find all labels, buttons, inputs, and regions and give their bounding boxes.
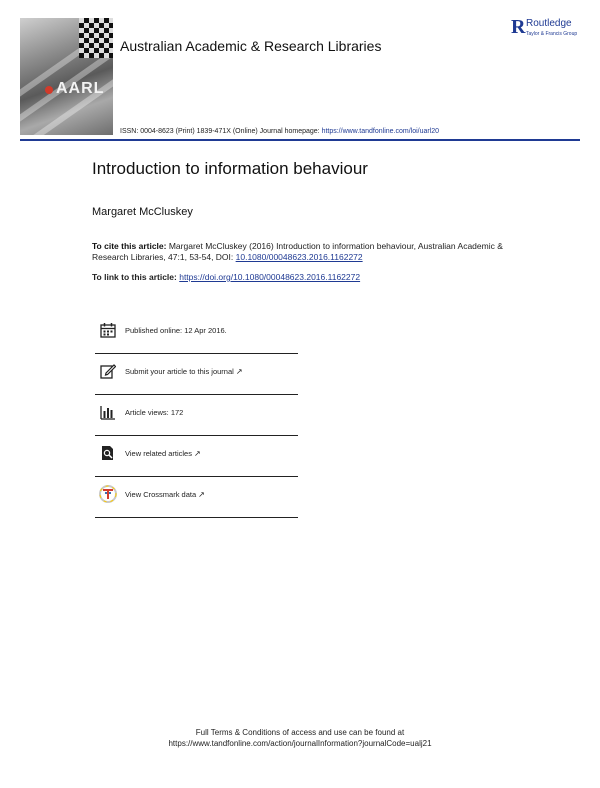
crossmark-link[interactable]: View Crossmark data ↗: [125, 490, 205, 499]
link-label: To link to this article:: [92, 272, 180, 282]
cover-logo: AARL: [56, 80, 105, 97]
external-link-icon: ↗: [193, 449, 201, 458]
footer-terms-link[interactable]: https://www.tandfonline.com/action/journalInformation?journalCode=ualj21: [168, 739, 432, 748]
publisher-tagline: Taylor & Francis Group: [526, 31, 578, 37]
calendar-icon: [99, 321, 117, 339]
published-online-label: Published online: 12 Apr 2016.: [125, 326, 227, 335]
article-info-list: [95, 313, 298, 518]
footer: [0, 727, 600, 749]
bar-chart-icon: [99, 403, 117, 421]
citation-text: Margaret McCluskey (2016) Introduction to information behaviour, Australian Academic & Research Libraries, 47:1, 53-54, DOI:: [92, 241, 503, 262]
related-articles-link[interactable]: View related articles ↗: [125, 449, 201, 458]
doi-link[interactable]: 10.1080/00048623.2016.1162272: [235, 252, 363, 262]
journal-title[interactable]: Australian Academic & Research Libraries: [120, 38, 382, 54]
citation-block: [92, 241, 512, 263]
cover-checker-pattern: [79, 18, 113, 58]
article-title: Introduction to information behaviour: [92, 159, 368, 178]
article-url-link[interactable]: https://doi.org/10.1080/00048623.2016.1162272: [179, 272, 361, 282]
crossmark-icon: [99, 485, 117, 503]
issn-line: [120, 128, 439, 135]
related-articles-row[interactable]: [95, 436, 298, 477]
journal-homepage-link[interactable]: https://www.tandfonline.com/loi/uarl20: [321, 128, 440, 135]
journal-cover-image[interactable]: [20, 18, 113, 135]
routledge-r-mark: R: [511, 16, 526, 38]
submit-article-link[interactable]: Submit your article to this journal ↗: [125, 367, 243, 376]
published-online-row: [95, 313, 298, 354]
citation-label: To cite this article:: [92, 241, 167, 251]
issn-text: ISSN: 0004-8623 (Print) 1839-471X (Online) Journal homepage:: [120, 128, 322, 135]
article-views-row: [95, 395, 298, 436]
edit-icon: [99, 362, 117, 380]
external-link-icon: ↗: [198, 490, 205, 499]
crossmark-row[interactable]: [95, 477, 298, 518]
publisher-logo[interactable]: [511, 17, 591, 41]
header-divider: [20, 139, 580, 141]
external-link-icon: ↗: [235, 367, 243, 376]
article-author: Margaret McCluskey: [92, 206, 193, 218]
footer-terms-text: Full Terms & Conditions of access and use can be found at: [195, 728, 405, 737]
publisher-name: Routledge: [526, 18, 572, 29]
search-document-icon: [99, 444, 117, 462]
cover-logo-dot: [45, 86, 53, 94]
link-to-article: [92, 272, 360, 282]
article-views-label: Article views: 172: [125, 408, 184, 417]
submit-article-row[interactable]: [95, 354, 298, 395]
